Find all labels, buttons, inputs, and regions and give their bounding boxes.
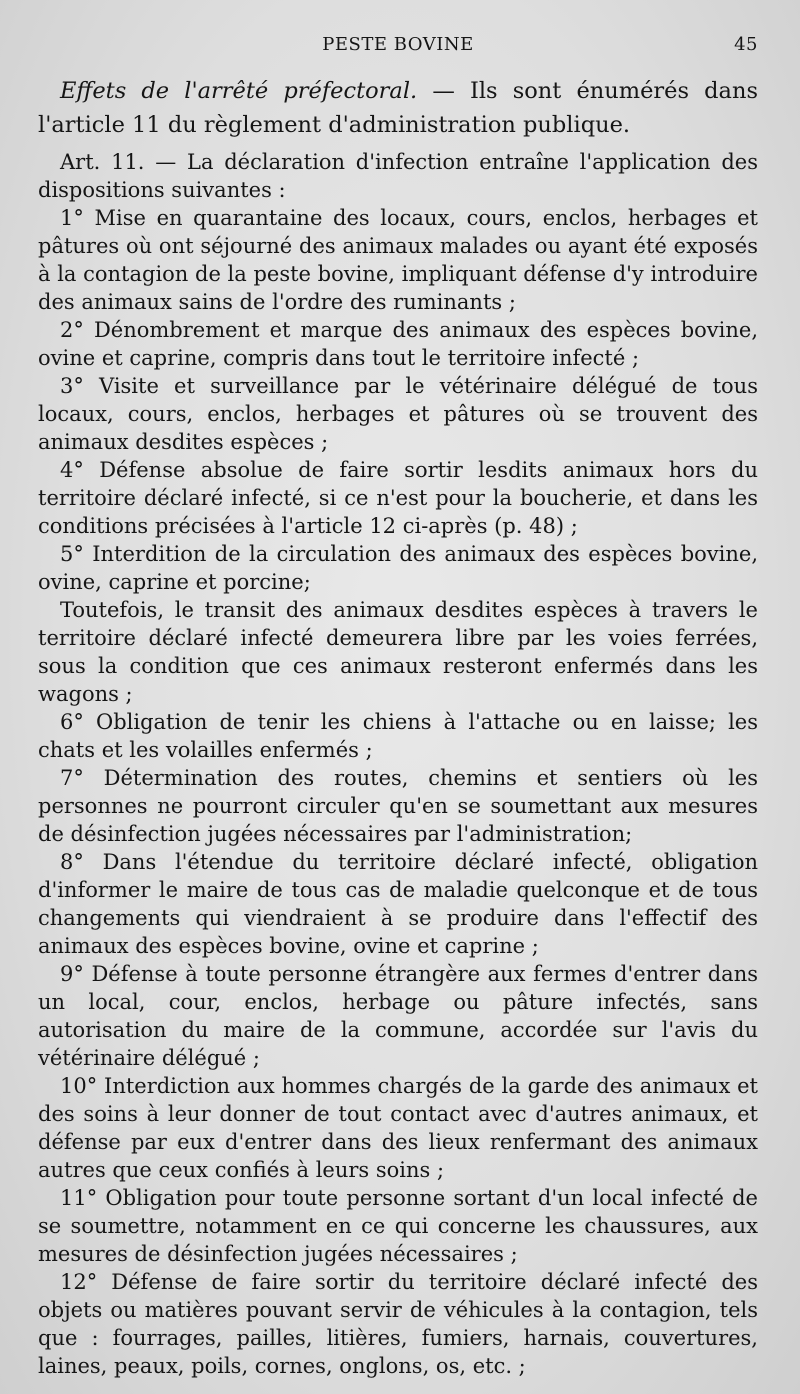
article-item-12: 12° Défense de faire sortir du territoire déclaré infecté des objets ou matières pouvant servir de véhicules à la contagion, tels que : fourrages, pailles, litières, fumiers, harnais, couvertures, laines, peaux, poils, cornes, onglons, os, etc. ; xyxy=(38,1270,758,1378)
article-item-7: 7° Détermination des routes, chemins et sentiers où les personnes ne pourront circuler qu'en se soumettant aux mesures de désinfection jugées nécessaires par l'administration; xyxy=(38,766,758,846)
article-item-4: 4° Défense absolue de faire sortir lesdits animaux hors du territoire déclaré infecté, si ce n'est pour la boucherie, et dans les conditions précisées à l'article 12 ci-après (p. 48) ; xyxy=(38,458,758,538)
article-item-1: 1° Mise en quarantaine des locaux, cours, enclos, herbages et pâtures où ont séjourné des animaux malades ou ayant été exposés à la contagion de la peste bovine, impliquant défense d'y introduire des animaux sains de l'ordre des ruminants ; xyxy=(38,206,758,314)
intro-italic-heading: Effets de l'arrêté préfectoral. xyxy=(60,78,418,104)
article-item-3: 3° Visite et surveillance par le vétérinaire délégué de tous locaux, cours, enclos, herbages et pâtures où se trouvent des animaux desdites espèces ; xyxy=(38,374,758,454)
page-number: 45 xyxy=(734,34,758,55)
article-lead-paragraph xyxy=(38,148,758,204)
article-item-5: 5° Interdition de la circulation des animaux des espèces bovine, ovine, caprine et porcine; xyxy=(38,542,758,594)
page-body xyxy=(38,74,758,1380)
article-item-9: 9° Défense à toute personne étrangère aux fermes d'entrer dans un local, cour, enclos, herbage ou pâture infectés, sans autorisation du maire de la commune, accordée sur l'avis du vétérinaire délégué ; xyxy=(38,962,758,1070)
article-item-11: 11° Obligation pour toute personne sortant d'un local infecté de se soumettre, notamment en ce qui concerne les chaussures, aux mesures de désinfection jugées nécessaires ; xyxy=(38,1186,758,1266)
intro-text: — Ils sont énumérés dans l'article 11 du règlement d'administration publique. xyxy=(38,78,759,138)
article-item-2: 2° Dénombrement et marque des animaux des espèces bovine, ovine et caprine, compris dans tout le territoire infecté ; xyxy=(38,318,758,370)
intro-paragraph xyxy=(38,74,758,142)
article-label: Art. 11. — xyxy=(60,150,177,174)
running-title: PESTE BOVINE xyxy=(322,34,474,55)
article-item-5-note: Toutefois, le transit des animaux desdites espèces à travers le territoire déclaré infecté demeurera libre par les voies ferrées, sous la condition que ces animaux resteront enfermés dans les wagons ; xyxy=(38,598,758,706)
article-item-10: 10° Interdiction aux hommes chargés de la garde des animaux et des soins à leur donner de tout contact avec d'autres animaux, et défense par eux d'entrer dans des lieux renfermant des animaux autres que ceux confiés à leurs soins ; xyxy=(38,1074,758,1182)
article-item-8: 8° Dans l'étendue du territoire déclaré infecté, obligation d'informer le maire de tous cas de maladie quelconque et de tous changements qui viendraient à se produire dans l'effectif des animaux des espèces bovine, ovine et caprine ; xyxy=(38,850,758,958)
article-item-6: 6° Obligation de tenir les chiens à l'attache ou en laisse; les chats et les volailles enfermés ; xyxy=(38,710,758,762)
page-header xyxy=(38,32,758,64)
article-lead-text: La déclaration d'infection entraîne l'application des dispositions suivantes : xyxy=(38,150,758,202)
